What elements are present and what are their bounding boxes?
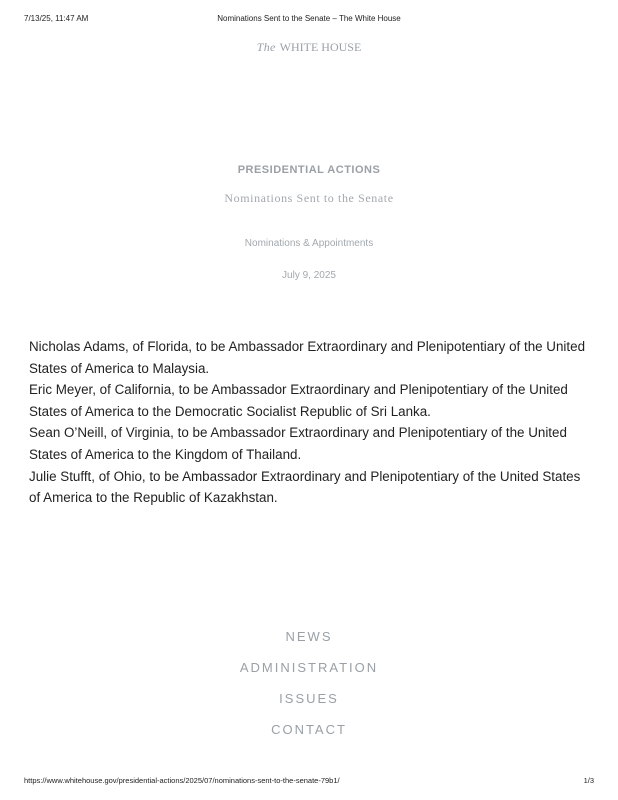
print-url: https://www.whitehouse.gov/presidential-actions/2025/07/nominations-sent-to-the-senate-79b1/: [24, 776, 340, 785]
footer-nav: [0, 628, 618, 752]
footer-nav-administration[interactable]: ADMINISTRATION: [239, 660, 379, 675]
logo-prefix: The: [256, 40, 276, 54]
page-title: Nominations Sent to the Senate: [224, 191, 394, 205]
nomination-paragraph: Nicholas Adams, of Florida, to be Ambassador Extraordinary and Plenipotentiary of the United States of America to Malaysia.: [29, 339, 586, 376]
print-datetime: 7/13/25, 11:47 AM: [24, 14, 89, 23]
publish-date: July 9, 2025: [282, 270, 336, 281]
nomination-paragraph: Eric Meyer, of California, to be Ambassador Extraordinary and Plenipotentiary of the United States of America to the Democratic Socialist Republic of Sri Lanka.: [29, 382, 568, 419]
nomination-paragraph: Julie Stufft, of Ohio, to be Ambassador Extraordinary and Plenipotentiary of the United States of America to the Republic of Kazakhstan.: [29, 468, 581, 506]
category-link[interactable]: Nominations & Appointments: [244, 238, 374, 249]
print-document-title: Nominations Sent to the Senate – The White House: [217, 14, 401, 23]
article-body: [29, 336, 594, 509]
print-page-number: 1/3: [583, 776, 594, 785]
nomination-paragraph: Sean O’Neill, of Virginia, to be Ambassador Extraordinary and Plenipotentiary of the United States of America to the Kingdom of Thailand.: [29, 425, 567, 462]
white-house-logo[interactable]: [0, 40, 618, 55]
footer-nav-issues[interactable]: ISSUES: [279, 691, 339, 706]
footer-nav-contact[interactable]: CONTACT: [271, 722, 347, 737]
section-label: PRESIDENTIAL ACTIONS: [237, 164, 381, 176]
print-footer: [0, 776, 618, 788]
footer-nav-news[interactable]: NEWS: [285, 629, 333, 644]
logo-name: WHITE HOUSE: [279, 40, 362, 54]
print-header: [0, 14, 618, 28]
